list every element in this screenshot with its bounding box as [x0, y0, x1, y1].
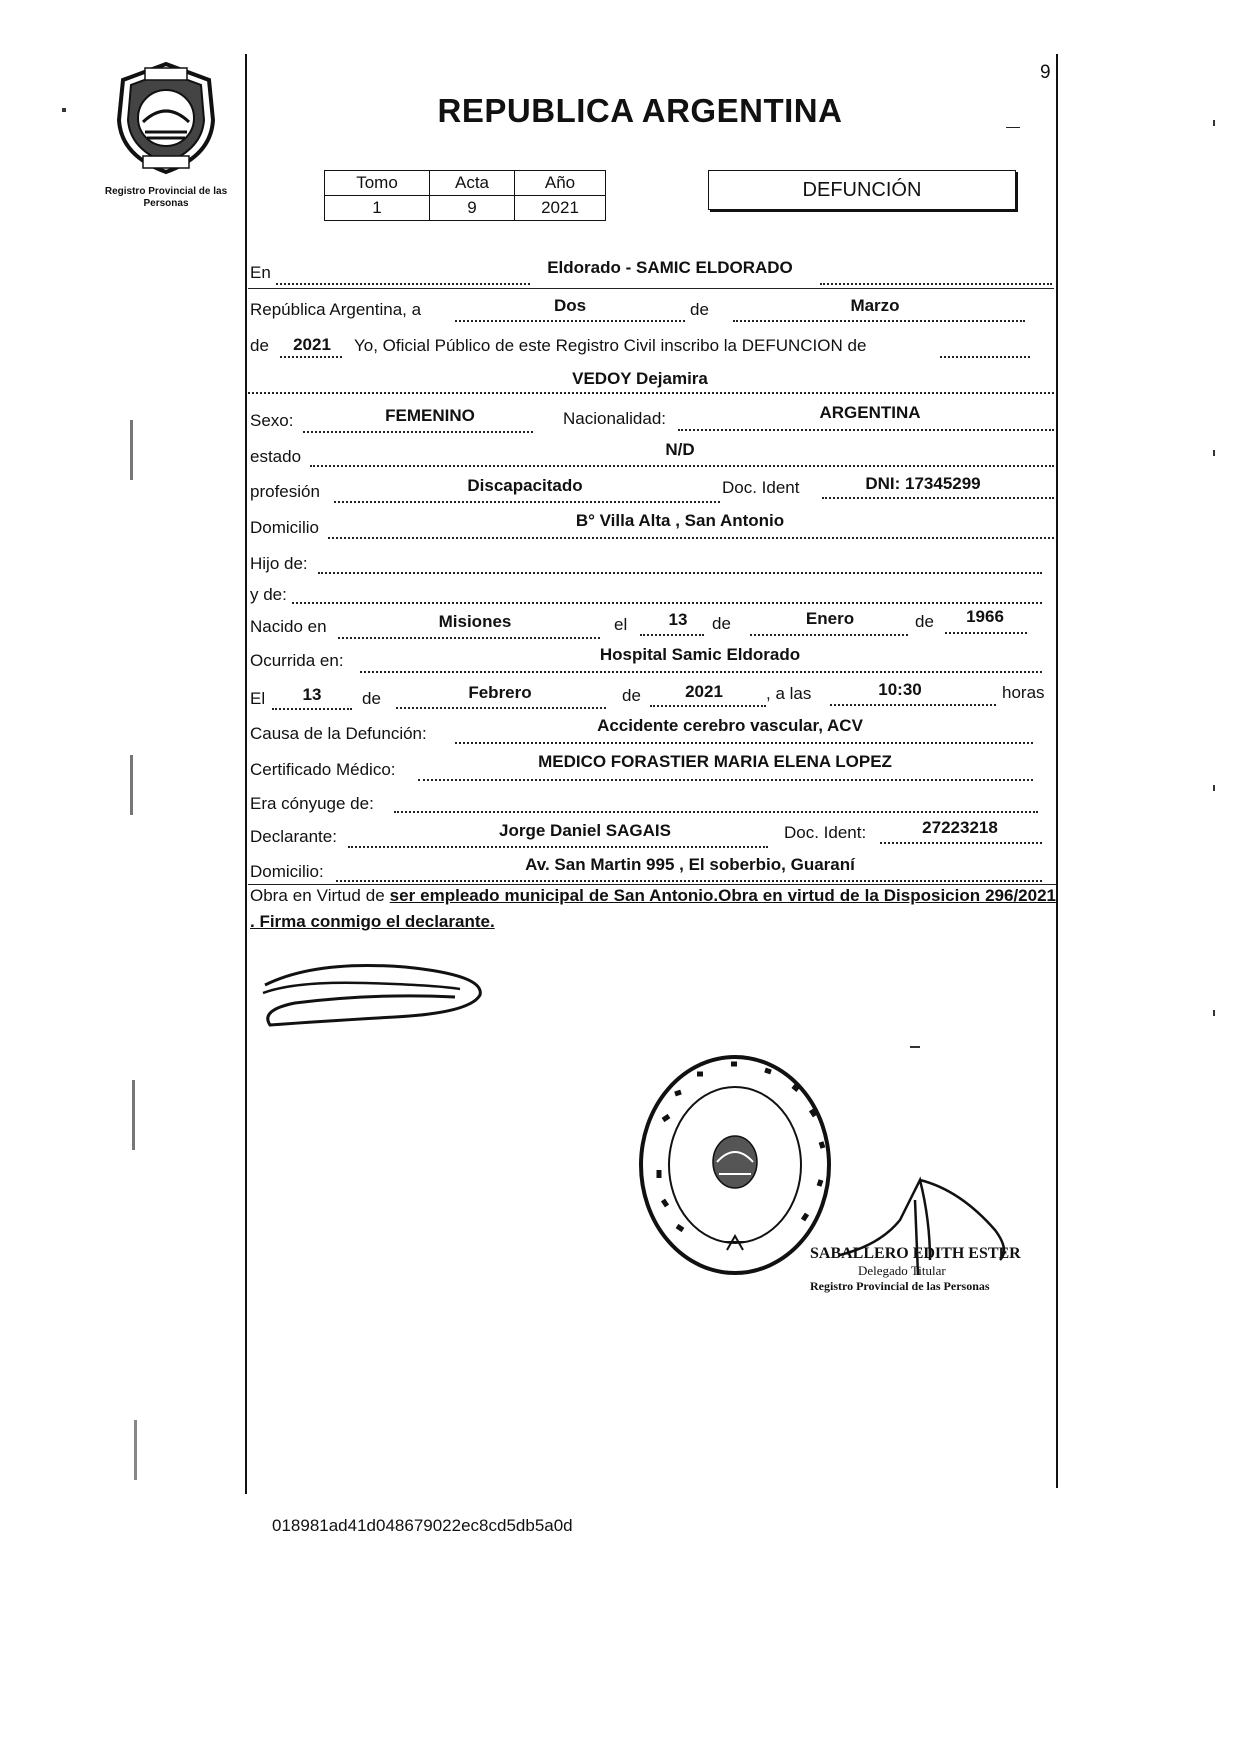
declarant-address-value: Av. San Martin 995 , El soberbio, Guaraní: [525, 855, 855, 874]
birth-month-value: Enero: [805, 609, 855, 628]
official-name: SABALLERO EDITH ESTER: [810, 1245, 1021, 1262]
month-value: Marzo: [850, 296, 900, 315]
dotted-line: [830, 704, 996, 706]
ocurrida-label: Ocurrida en:: [250, 651, 344, 670]
nacionalidad-label: Nacionalidad:: [563, 409, 667, 428]
official-registry: Registro Provincial de las Personas: [810, 1279, 990, 1293]
dotted-line: [455, 742, 1033, 744]
dotted-line: [303, 431, 533, 433]
dotted-line: [940, 356, 1030, 358]
scan-speck: [1213, 450, 1215, 456]
row-rule: [248, 288, 1054, 289]
day-value: Dos: [553, 296, 587, 315]
estado-label: estado: [250, 447, 302, 466]
dotted-line: [272, 708, 352, 710]
death-de2-label: de: [622, 686, 641, 705]
birth-year-value: 1966: [966, 607, 1004, 626]
yde-label: y de:: [250, 585, 287, 604]
dotted-line: [334, 501, 720, 503]
de-label: de: [690, 300, 709, 319]
acta-header: Acta: [430, 171, 515, 196]
record-type: DEFUNCIÓN: [802, 178, 922, 201]
dotted-line: [733, 320, 1025, 322]
republica-label: República Argentina, a: [250, 300, 422, 319]
dotted-line: [455, 320, 685, 322]
title-dash: [1006, 127, 1020, 128]
tomo-acta-anio-table: [324, 170, 606, 221]
scan-speck: [910, 1046, 920, 1048]
birth-de2-label: de: [915, 612, 934, 631]
address-value: B° Villa Alta , San Antonio: [575, 511, 785, 530]
place-value: Eldorado - SAMIC ELDORADO: [547, 258, 793, 277]
scan-speck: [130, 755, 133, 815]
scan-speck: [130, 420, 133, 480]
declarant-signature: [255, 955, 490, 1030]
dotted-line: [348, 846, 768, 848]
record-type-box: [708, 170, 1016, 210]
declarante-label: Declarante:: [250, 827, 337, 846]
cert-label: Certificado Médico:: [250, 760, 396, 779]
birthplace-value: Misiones: [438, 612, 512, 631]
doc-value: DNI: 17345299: [865, 474, 981, 493]
year-prefix-label: de: [250, 336, 269, 355]
death-day-value: 13: [302, 685, 322, 704]
doc-label: Doc. Ident: [722, 478, 800, 497]
document-title: REPUBLICA ARGENTINA: [437, 92, 843, 129]
left-margin-line: [245, 54, 247, 1494]
dotted-line: [394, 811, 1038, 813]
dotted-line: [280, 356, 342, 358]
tomo-value: 1: [325, 196, 430, 221]
obra-prefix: Obra en Virtud de: [250, 886, 385, 905]
official-signature-block: [810, 1245, 1050, 1294]
dotted-line: [360, 671, 1042, 673]
observations-paragraph: [250, 883, 1056, 935]
year-value: 2021: [293, 335, 331, 354]
en-label: En: [250, 263, 271, 282]
domicilio-label: Domicilio: [250, 518, 319, 537]
dotted-line: [750, 634, 908, 636]
el2-label: El: [250, 689, 266, 708]
dotted-line: [880, 842, 1042, 844]
death-time-value: 10:30: [878, 680, 922, 699]
profesion-label: profesión: [250, 482, 320, 501]
dotted-line: [678, 429, 1054, 431]
cause-value: Accidente cerebro vascular, ACV: [597, 716, 863, 735]
dotted-line: [640, 634, 704, 636]
registry-caption: Registro Provincial de las Personas: [104, 186, 228, 209]
dotted-line: [945, 632, 1027, 634]
sexo-label: Sexo:: [250, 411, 294, 430]
official-round-seal: [635, 1050, 835, 1280]
scan-speck: [134, 1420, 137, 1480]
dotted-line: [292, 602, 1042, 604]
birth-de1-label: de: [712, 614, 731, 633]
declarant-name-value: Jorge Daniel SAGAIS: [499, 821, 671, 840]
anio-header: Año: [515, 171, 606, 196]
nationality-value: ARGENTINA: [819, 403, 921, 422]
dotted-line: [396, 707, 606, 709]
death-year-value: 2021: [685, 682, 723, 701]
dotted-line: [328, 537, 1054, 539]
profession-value: Discapacitado: [467, 476, 583, 495]
dotted-line: [336, 880, 1042, 882]
declarant-doc-value: 27223218: [922, 818, 998, 837]
death-de1-label: de: [362, 689, 381, 708]
provincial-seal-logo: [113, 60, 219, 176]
death-place-value: Hospital Samic Eldorado: [599, 645, 801, 664]
scan-speck: [1213, 120, 1215, 126]
birth-day-value: 13: [668, 610, 688, 629]
el-label: el: [614, 615, 628, 634]
obra-text: ser empleado municipal de San Antonio.Obra en virtud de la Disposicion 296/2021 . Firma conmigo el declarante.: [250, 886, 1056, 931]
causa-label: Causa de la Defunción:: [250, 724, 427, 743]
oficial-text: Yo, Oficial Público de este Registro Civil inscribo la DEFUNCION de: [354, 336, 867, 355]
death-month-value: Febrero: [468, 683, 532, 702]
dotted-line: [276, 283, 530, 285]
acta-value: 9: [430, 196, 515, 221]
right-margin-line: [1056, 54, 1058, 1488]
page-number: 9: [1040, 62, 1051, 83]
dotted-line: [418, 779, 1033, 781]
hijo-label: Hijo de:: [250, 554, 308, 573]
decl-dom-label: Domicilio:: [250, 862, 324, 881]
nacido-label: Nacido en: [250, 617, 327, 636]
scan-speck: [62, 108, 66, 112]
scan-speck: [1213, 1010, 1215, 1016]
horas-label: horas: [1002, 683, 1045, 702]
dotted-line: [822, 497, 1054, 499]
dotted-line: [310, 465, 1054, 467]
sex-value: FEMENINO: [385, 406, 475, 425]
deceased-name: VEDOY Dejamira: [572, 369, 708, 388]
dotted-line: [318, 572, 1042, 574]
document-hash: 018981ad41d048679022ec8cd5db5a0d: [272, 1516, 573, 1535]
dotted-line: [248, 392, 1054, 394]
dotted-line: [338, 637, 600, 639]
medical-cert-value: MEDICO FORASTIER MARIA ELENA LOPEZ: [538, 752, 892, 771]
tomo-header: Tomo: [325, 171, 430, 196]
scan-speck: [1213, 785, 1215, 791]
decl-doc-label: Doc. Ident:: [784, 823, 867, 842]
conyuge-label: Era cónyuge de:: [250, 794, 374, 813]
official-role: Delegado Titular: [858, 1263, 946, 1278]
dotted-line: [650, 705, 766, 707]
dotted-line: [820, 283, 1052, 285]
anio-value: 2021: [515, 196, 606, 221]
marital-status-value: N/D: [665, 440, 695, 459]
alas-label: , a las: [766, 684, 812, 703]
scan-speck: [132, 1080, 135, 1150]
